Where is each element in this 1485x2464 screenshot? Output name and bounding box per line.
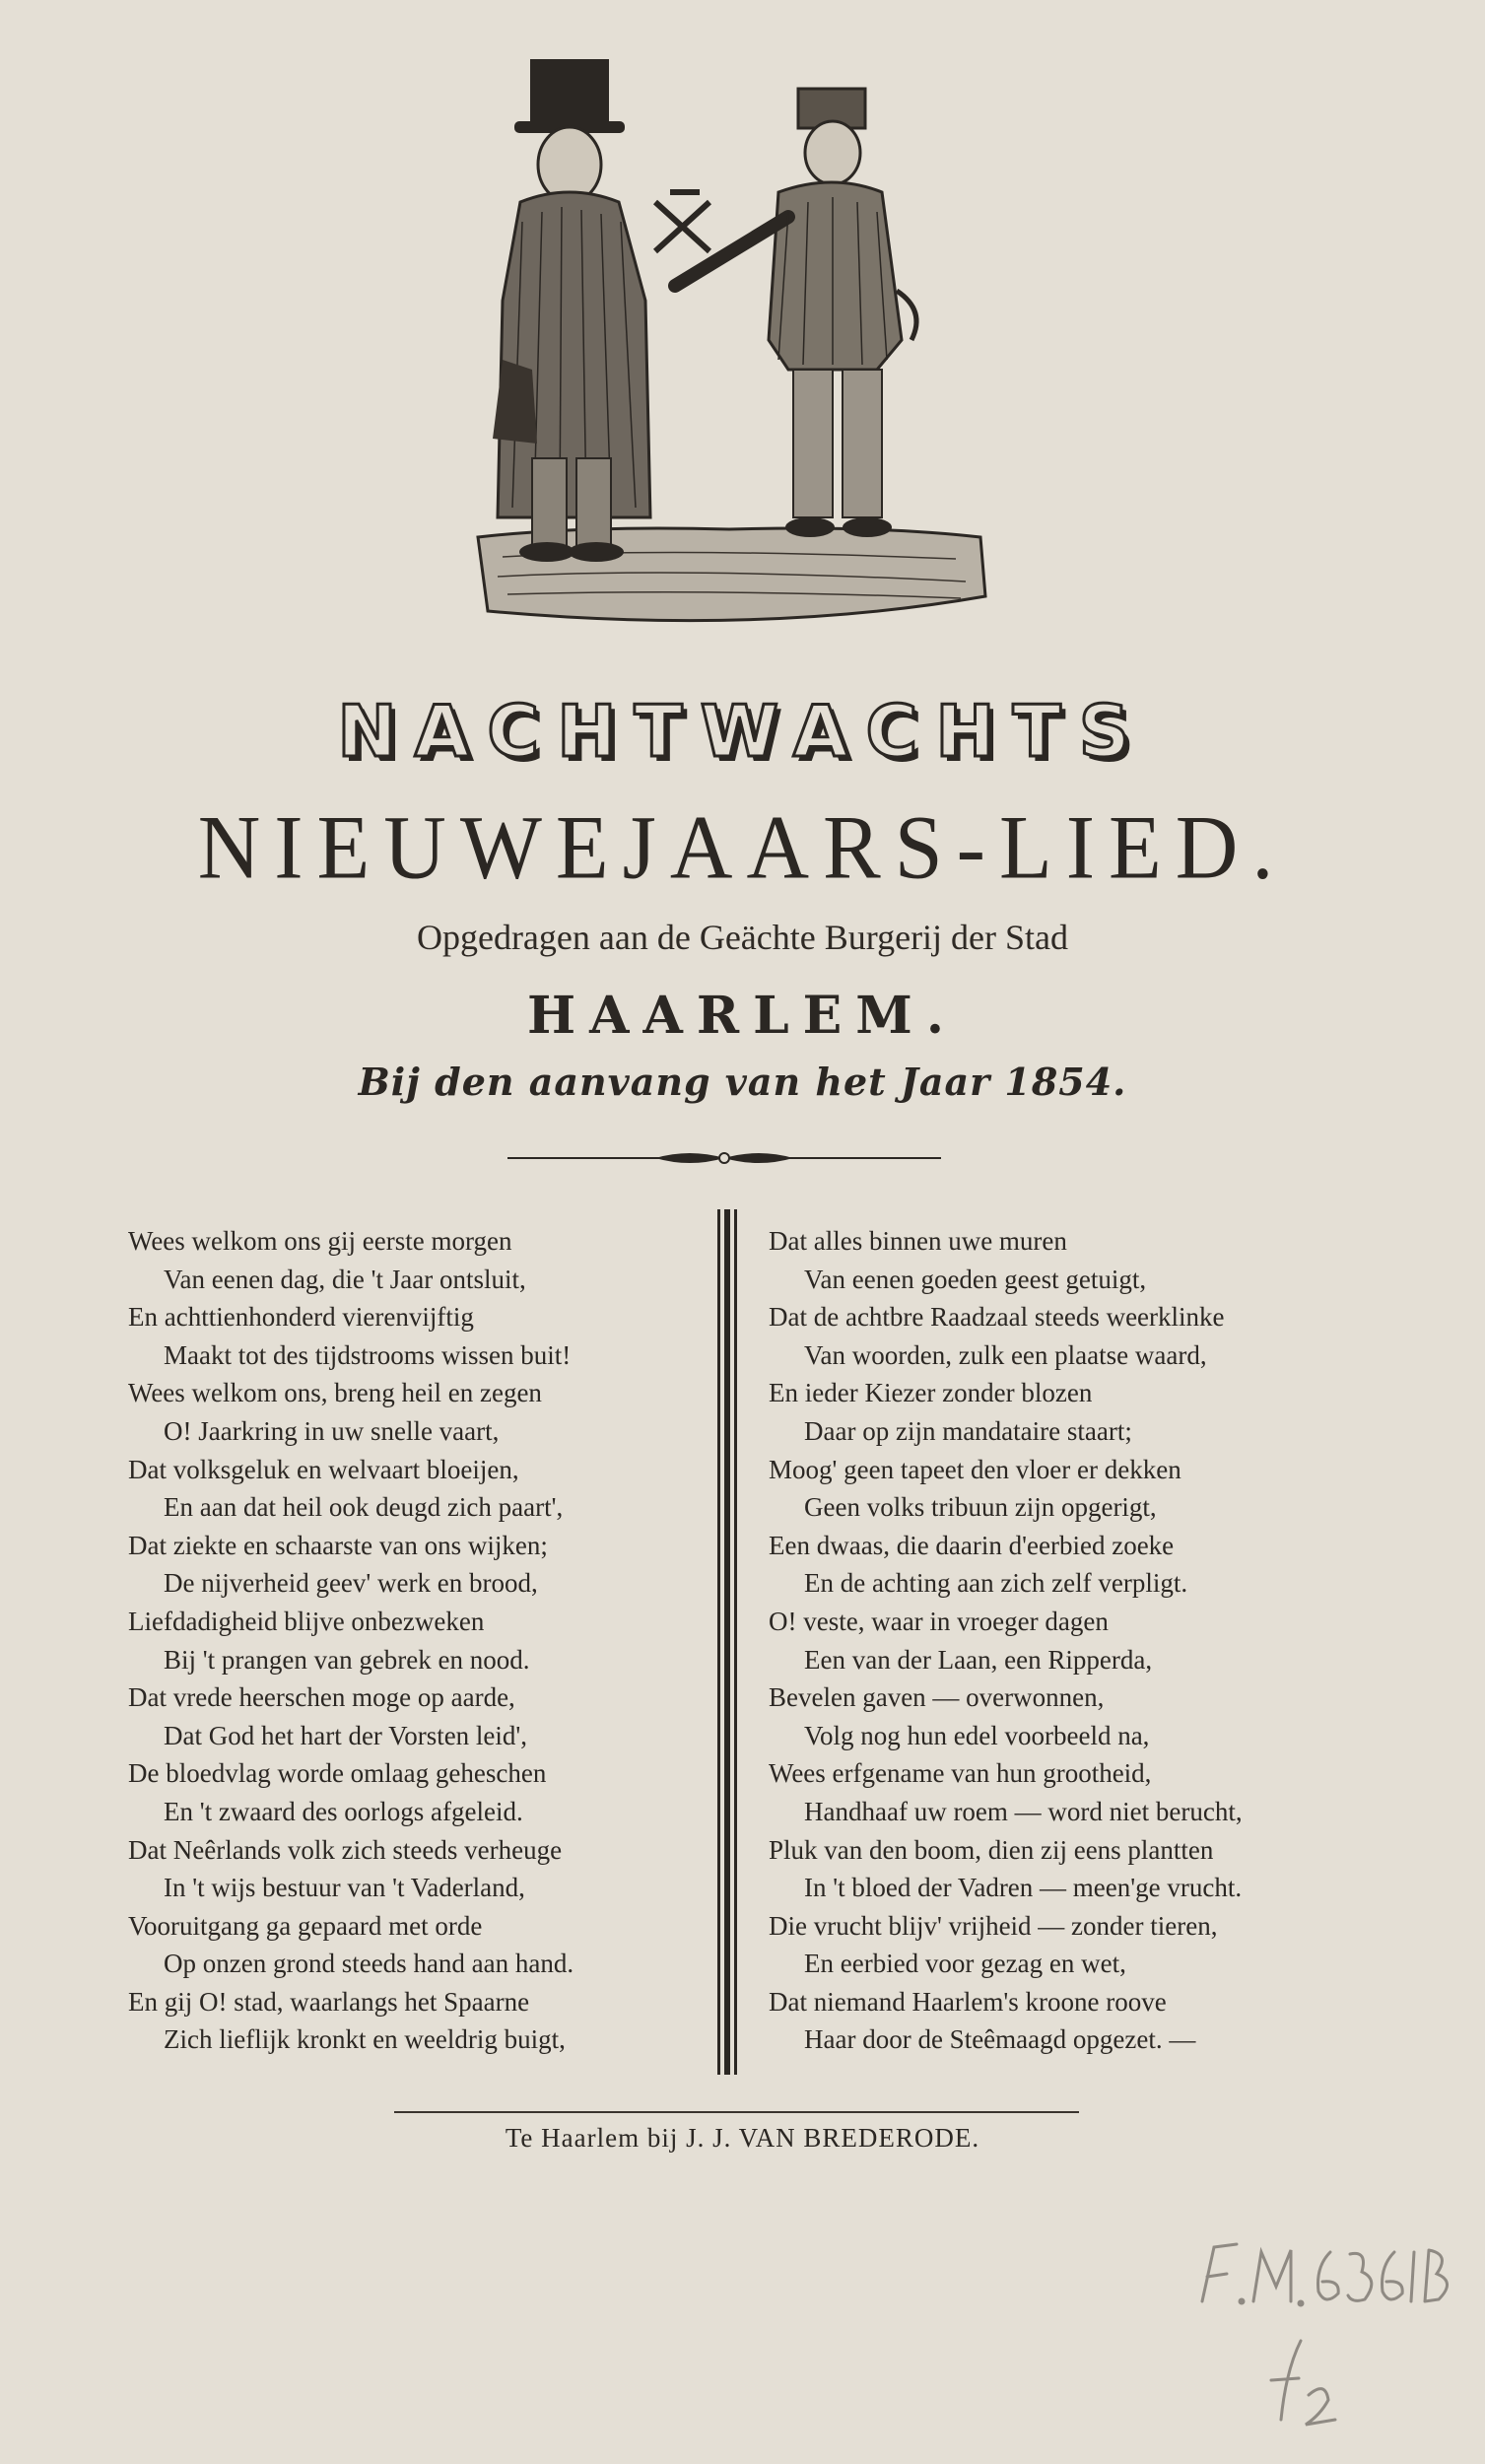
poem-line: En 't zwaard des oorlogs afgeleid. <box>164 1796 523 1826</box>
poem-line: Dat niemand Haarlem's kroone roove <box>769 1986 1167 2017</box>
watchman-figure <box>493 59 650 562</box>
poem-line: De nijverheid geev' werk en brood, <box>164 1568 538 1599</box>
poem-line: Wees erfgename van hun grootheid, <box>769 1758 1152 1789</box>
poem-line: Een van der Laan, een Ripperda, <box>804 1644 1153 1675</box>
poem-line: Zich lieflijk kronkt en weeldrig buigt, <box>164 2024 566 2055</box>
poem-line: Wees welkom ons gij eerste morgen <box>128 1226 512 1256</box>
woodcut-illustration <box>463 44 995 646</box>
dedication-line: Opgedragen aan de Geächte Burgerij der Stad <box>416 918 1069 957</box>
poem-line: Moog' geen tapeet den vloer er dekken <box>769 1454 1181 1484</box>
poem-line: O! veste, waar in vroeger dagen <box>769 1606 1109 1636</box>
poem-line: En de achting aan zich zelf verpligt. <box>804 1568 1188 1599</box>
poem-line: Haar door de Steêmaagd opgezet. — <box>804 2024 1196 2055</box>
archive-pencil-mark <box>1192 2223 1458 2449</box>
poem-column-left <box>128 1222 680 2059</box>
poem-line: Dat vrede heerschen moge op aarde, <box>128 1682 515 1713</box>
page-title: NIEUWEJAARS-LIED. <box>197 797 1288 899</box>
footer-rule <box>394 2111 1079 2113</box>
poem-line: Dat ziekte en schaarste van ons wijken; <box>128 1530 548 1560</box>
poem-line: En achttienhonderd vierenvijftig <box>128 1302 474 1333</box>
poem-line: Bij 't prangen van gebrek en nood. <box>164 1644 530 1675</box>
poem-line: Dat God het hart der Vorsten leid', <box>164 1720 528 1750</box>
poem-line: Dat volksgeluk en welvaart bloeijen, <box>128 1454 519 1484</box>
poem-line: Pluk van den boom, dien zij eens plantten <box>769 1834 1214 1865</box>
poem-line: Van eenen goeden geest getuigt, <box>804 1264 1147 1294</box>
poem-line: Dat alles binnen uwe muren <box>769 1226 1067 1256</box>
poem-line: Dat de achtbre Raadzaal steeds weerklinke <box>769 1302 1225 1333</box>
poem-line: De bloedvlag worde omlaag geheschen <box>128 1758 547 1789</box>
poem-line: Dat Neêrlands volk zich steeds verheuge <box>128 1834 563 1865</box>
poem-line: En aan dat heil ook deugd zich paart', <box>164 1492 564 1523</box>
poem-line: Volg nog hun edel voorbeeld na, <box>804 1720 1150 1750</box>
poem-line: Van woorden, zulk een plaatse waard, <box>804 1339 1207 1370</box>
ornamental-rule <box>507 1146 941 1170</box>
poem-line: En ieder Kiezer zonder blozen <box>769 1378 1093 1408</box>
poem-line: En eerbied voor gezag en wet, <box>804 1949 1126 1979</box>
poem-line: Van eenen dag, die 't Jaar ontsluit, <box>164 1264 526 1294</box>
headline: NACHTWACHTS <box>337 690 1148 773</box>
poem-column-right <box>769 1222 1360 2059</box>
apprentice-figure <box>655 89 916 537</box>
occasion-line: Bij den aanvang van het Jaar 1854. <box>358 1060 1127 1104</box>
poem-line: Liefdadigheid blijve onbezweken <box>128 1606 485 1636</box>
city-name: HAARLEM. <box>527 986 958 1046</box>
poem-line: O! Jaarkring in uw snelle vaart, <box>164 1415 500 1446</box>
column-divider <box>717 1209 737 2075</box>
poem-line: En gij O! stad, waarlangs het Spaarne <box>128 1986 530 2017</box>
poem-line: Daar op zijn mandataire staart; <box>804 1415 1132 1446</box>
poem-line: Handhaaf uw roem — word niet berucht, <box>804 1796 1243 1826</box>
poem-line: In 't bloed der Vadren — meen'ge vrucht. <box>804 1873 1243 1903</box>
poem-line: Maakt tot des tijdstrooms wissen buit! <box>164 1339 572 1370</box>
poem-line: Geen volks tribuun zijn opgerigt, <box>804 1492 1157 1523</box>
poem-line: Wees welkom ons, breng heil en zegen <box>128 1378 542 1408</box>
poem-line: Bevelen gaven — overwonnen, <box>769 1682 1105 1713</box>
poem-line: Op onzen grond steeds hand aan hand. <box>164 1949 574 1979</box>
poem-line: Een dwaas, die daarin d'eerbied zoeke <box>769 1530 1175 1560</box>
poem-line: Die vrucht blijv' vrijheid — zonder tieren, <box>769 1910 1218 1941</box>
poem-line: Vooruitgang ga gepaard met orde <box>128 1910 483 1941</box>
poem-line: In 't wijs bestuur van 't Vaderland, <box>164 1873 525 1903</box>
printer-imprint: Te Haarlem bij J. J. VAN BREDERODE. <box>505 2123 980 2153</box>
